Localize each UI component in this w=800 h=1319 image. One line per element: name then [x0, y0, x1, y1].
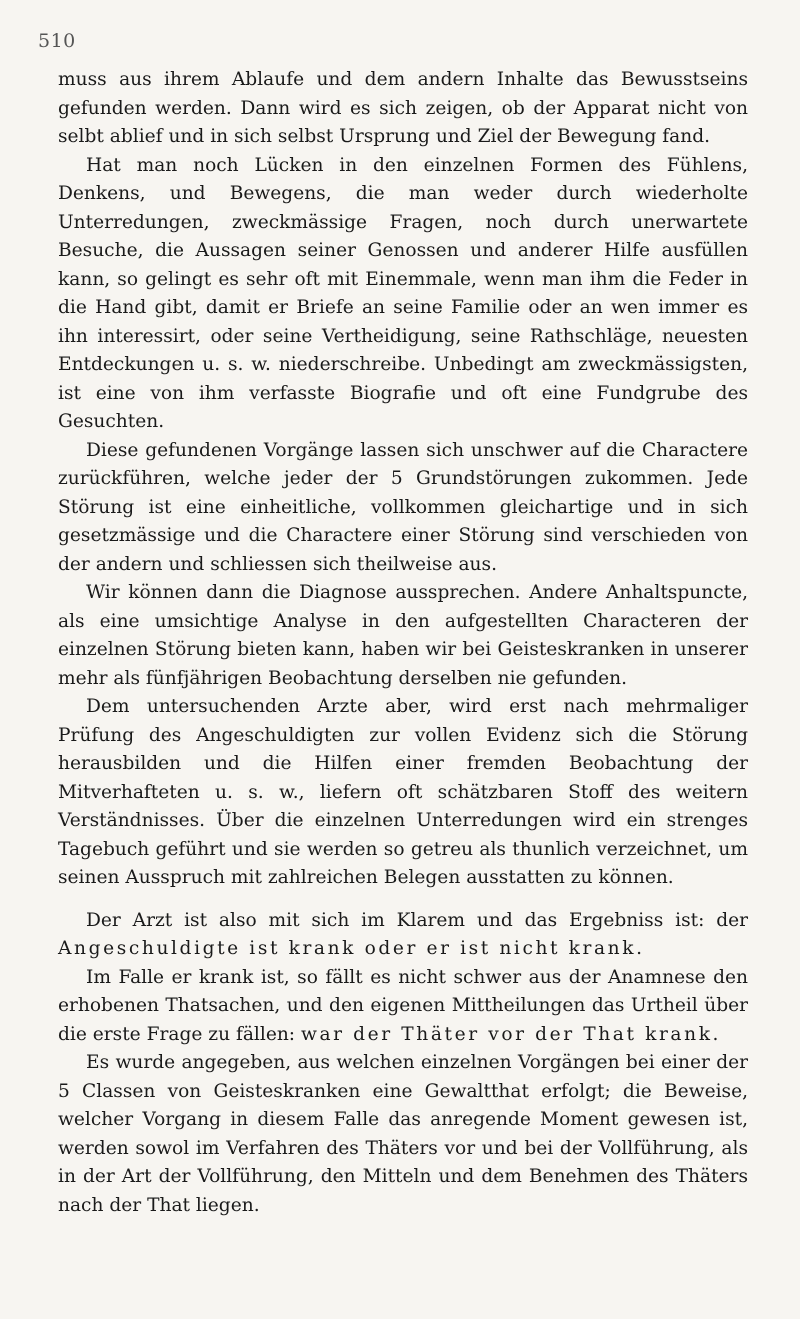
- question-lead-text: Im Falle er krank ist, so fällt es nicht schwer aus der Anamnese den erhobenen Thatsachen, und den eigenen Mittheilungen das Urtheil über die erste Frage zu fällen:: [58, 966, 748, 1045]
- paragraph-question: [58, 964, 748, 1050]
- paragraph-verdict: [58, 907, 748, 964]
- page-number: 510: [38, 30, 76, 52]
- paragraph: Es wurde angegeben, aus welchen einzelnen Vorgängen bei einer der 5 Classen von Geisteskranken eine Gewaltthat erfolgt; die Beweise, welcher Vorgang in diesem Falle das anregende Moment gewesen ist, werden sowol im Verfahren des Thäters vor und bei der Vollführung, als in der Art der Vollführung, den Mitteln und dem Benehmen des Thäters nach der That liegen.: [58, 1052, 748, 1216]
- paragraph: muss aus ihrem Ablaufe und dem andern Inhalte das Bewusstseins gefunden werden. Dann wird es sich zeigen, ob der Apparat nicht von selbt ablief und in sich selbst Ursprung und Ziel der Bewegung fand.: [58, 69, 748, 147]
- paragraph: Wir können dann die Diagnose aussprechen. Andere Anhaltspuncte, als eine umsichtige Analyse in den aufgestellten Characteren der einzelnen Störung bieten kann, haben wir bei Geisteskranken in unserer mehr als fünfjährigen Beobachtung derselben nie gefunden.: [58, 582, 748, 689]
- verdict-lead-text: Der Arzt ist also mit sich im Klarem und das Ergebniss ist: der: [86, 909, 748, 931]
- question-emphasis-text: war der Thäter vor der That krank.: [300, 1023, 722, 1045]
- verdict-emphasis-text: Angeschuldigte ist krank oder er ist nicht krank.: [58, 938, 645, 959]
- paragraph: Diese gefundenen Vorgänge lassen sich unschwer auf die Charactere zurückführen, welche jeder der 5 Grundstörungen zukommen. Jede Störung ist eine einheitliche, vollkommen gleichartige und in sich gesetzmässige und die Charactere einer Störung sind verschieden von der andern und schliessen sich theilweise aus.: [58, 439, 748, 575]
- paragraph: Dem untersuchenden Arzte aber, wird erst nach mehrmaliger Prüfung des Angeschuldigten zur vollen Evidenz sich die Störung herausbilden und die Hilfen einer fremden Beobachtung der Mitverhafteten u. s. w., liefern oft schätzbaren Stoff des weitern Verständnisses. Über die einzelnen Unterredungen wird ein strenges Tagebuch geführt und sie werden so getreu als thunlich verzeichnet, um seinen Ausspruch mit zahlreichen Belegen ausstatten zu können.: [58, 696, 748, 888]
- paragraph: Hat man noch Lücken in den einzelnen Formen des Fühlens, Denkens, und Bewegens, die man weder durch wiederholte Unterredungen, zweckmässige Fragen, noch durch unerwartete Besuche, die Aussagen seiner Genossen und anderer Hilfe ausfüllen kann, so gelingt es sehr oft mit Einemmale, wenn man ihm die Feder in die Hand gibt, damit er Briefe an seine Familie oder an wen immer es ihn interessirt, oder seine Vertheidigung, seine Rathschläge, neuesten Entdeckungen u. s. w. niederschreibe. Unbedingt am zweckmässigsten, ist eine von ihm verfasste Biografie und oft eine Fundgrube des Gesuchten.: [58, 154, 748, 432]
- body-text: [58, 66, 748, 1220]
